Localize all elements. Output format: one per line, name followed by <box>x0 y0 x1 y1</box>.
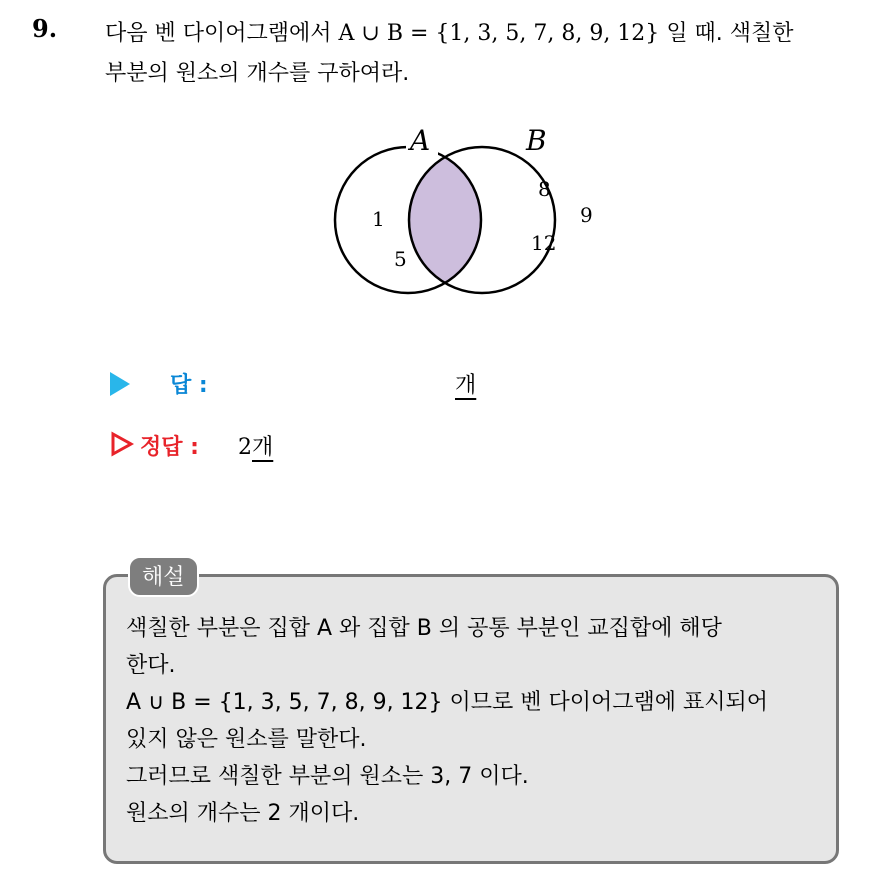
set-b-label: B <box>526 124 547 157</box>
solution-tag: 해설 <box>128 556 199 597</box>
element-b-3: 12 <box>531 231 557 255</box>
question-line-1 <box>105 14 865 54</box>
correct-triangle-icon <box>110 431 134 457</box>
correct-value <box>238 430 273 461</box>
solution-text <box>126 610 826 832</box>
element-b-1: 8 <box>538 177 551 201</box>
union-expression: A ∪ B = {1, 3, 5, 7, 8, 9, 12} <box>338 21 660 46</box>
answer-unit: 개 <box>455 373 477 398</box>
solution-line: 한다. <box>126 653 176 678</box>
correct-number: 2 <box>238 435 252 460</box>
set-a-label: A <box>410 124 431 157</box>
solution-line: A ∪ B = {1, 3, 5, 7, 8, 9, 12} 이므로 벤 다이어그램에 표시되어 <box>126 690 769 715</box>
question-line1-suffix: 일 때. 색칠한 <box>666 21 794 46</box>
correct-unit: 개 <box>252 435 274 460</box>
answer-label: 답 : <box>170 373 208 398</box>
element-b-2: 9 <box>580 203 593 227</box>
venn-diagram <box>300 110 640 330</box>
answer-triangle-icon <box>110 372 130 396</box>
solution-line: 원소의 개수는 2 개이다. <box>126 801 360 826</box>
solution-line: 그러므로 색칠한 부분의 원소는 3, 7 이다. <box>126 764 529 789</box>
question-line1-prefix: 다음 벤 다이어그램에서 <box>105 21 332 46</box>
solution-line: 있지 않은 원소를 말한다. <box>126 727 367 752</box>
element-a-2: 5 <box>394 247 407 271</box>
solution-line: 색칠한 부분은 집합 A 와 집합 B 의 공통 부분인 교집합에 해당 <box>126 616 722 641</box>
question-line-2: 부분의 원소의 개수를 구하여라. <box>105 61 410 86</box>
question-text <box>105 14 865 94</box>
element-a-1: 1 <box>372 207 385 231</box>
correct-label: 정답 : <box>140 435 199 460</box>
question-number: 9. <box>32 14 58 43</box>
